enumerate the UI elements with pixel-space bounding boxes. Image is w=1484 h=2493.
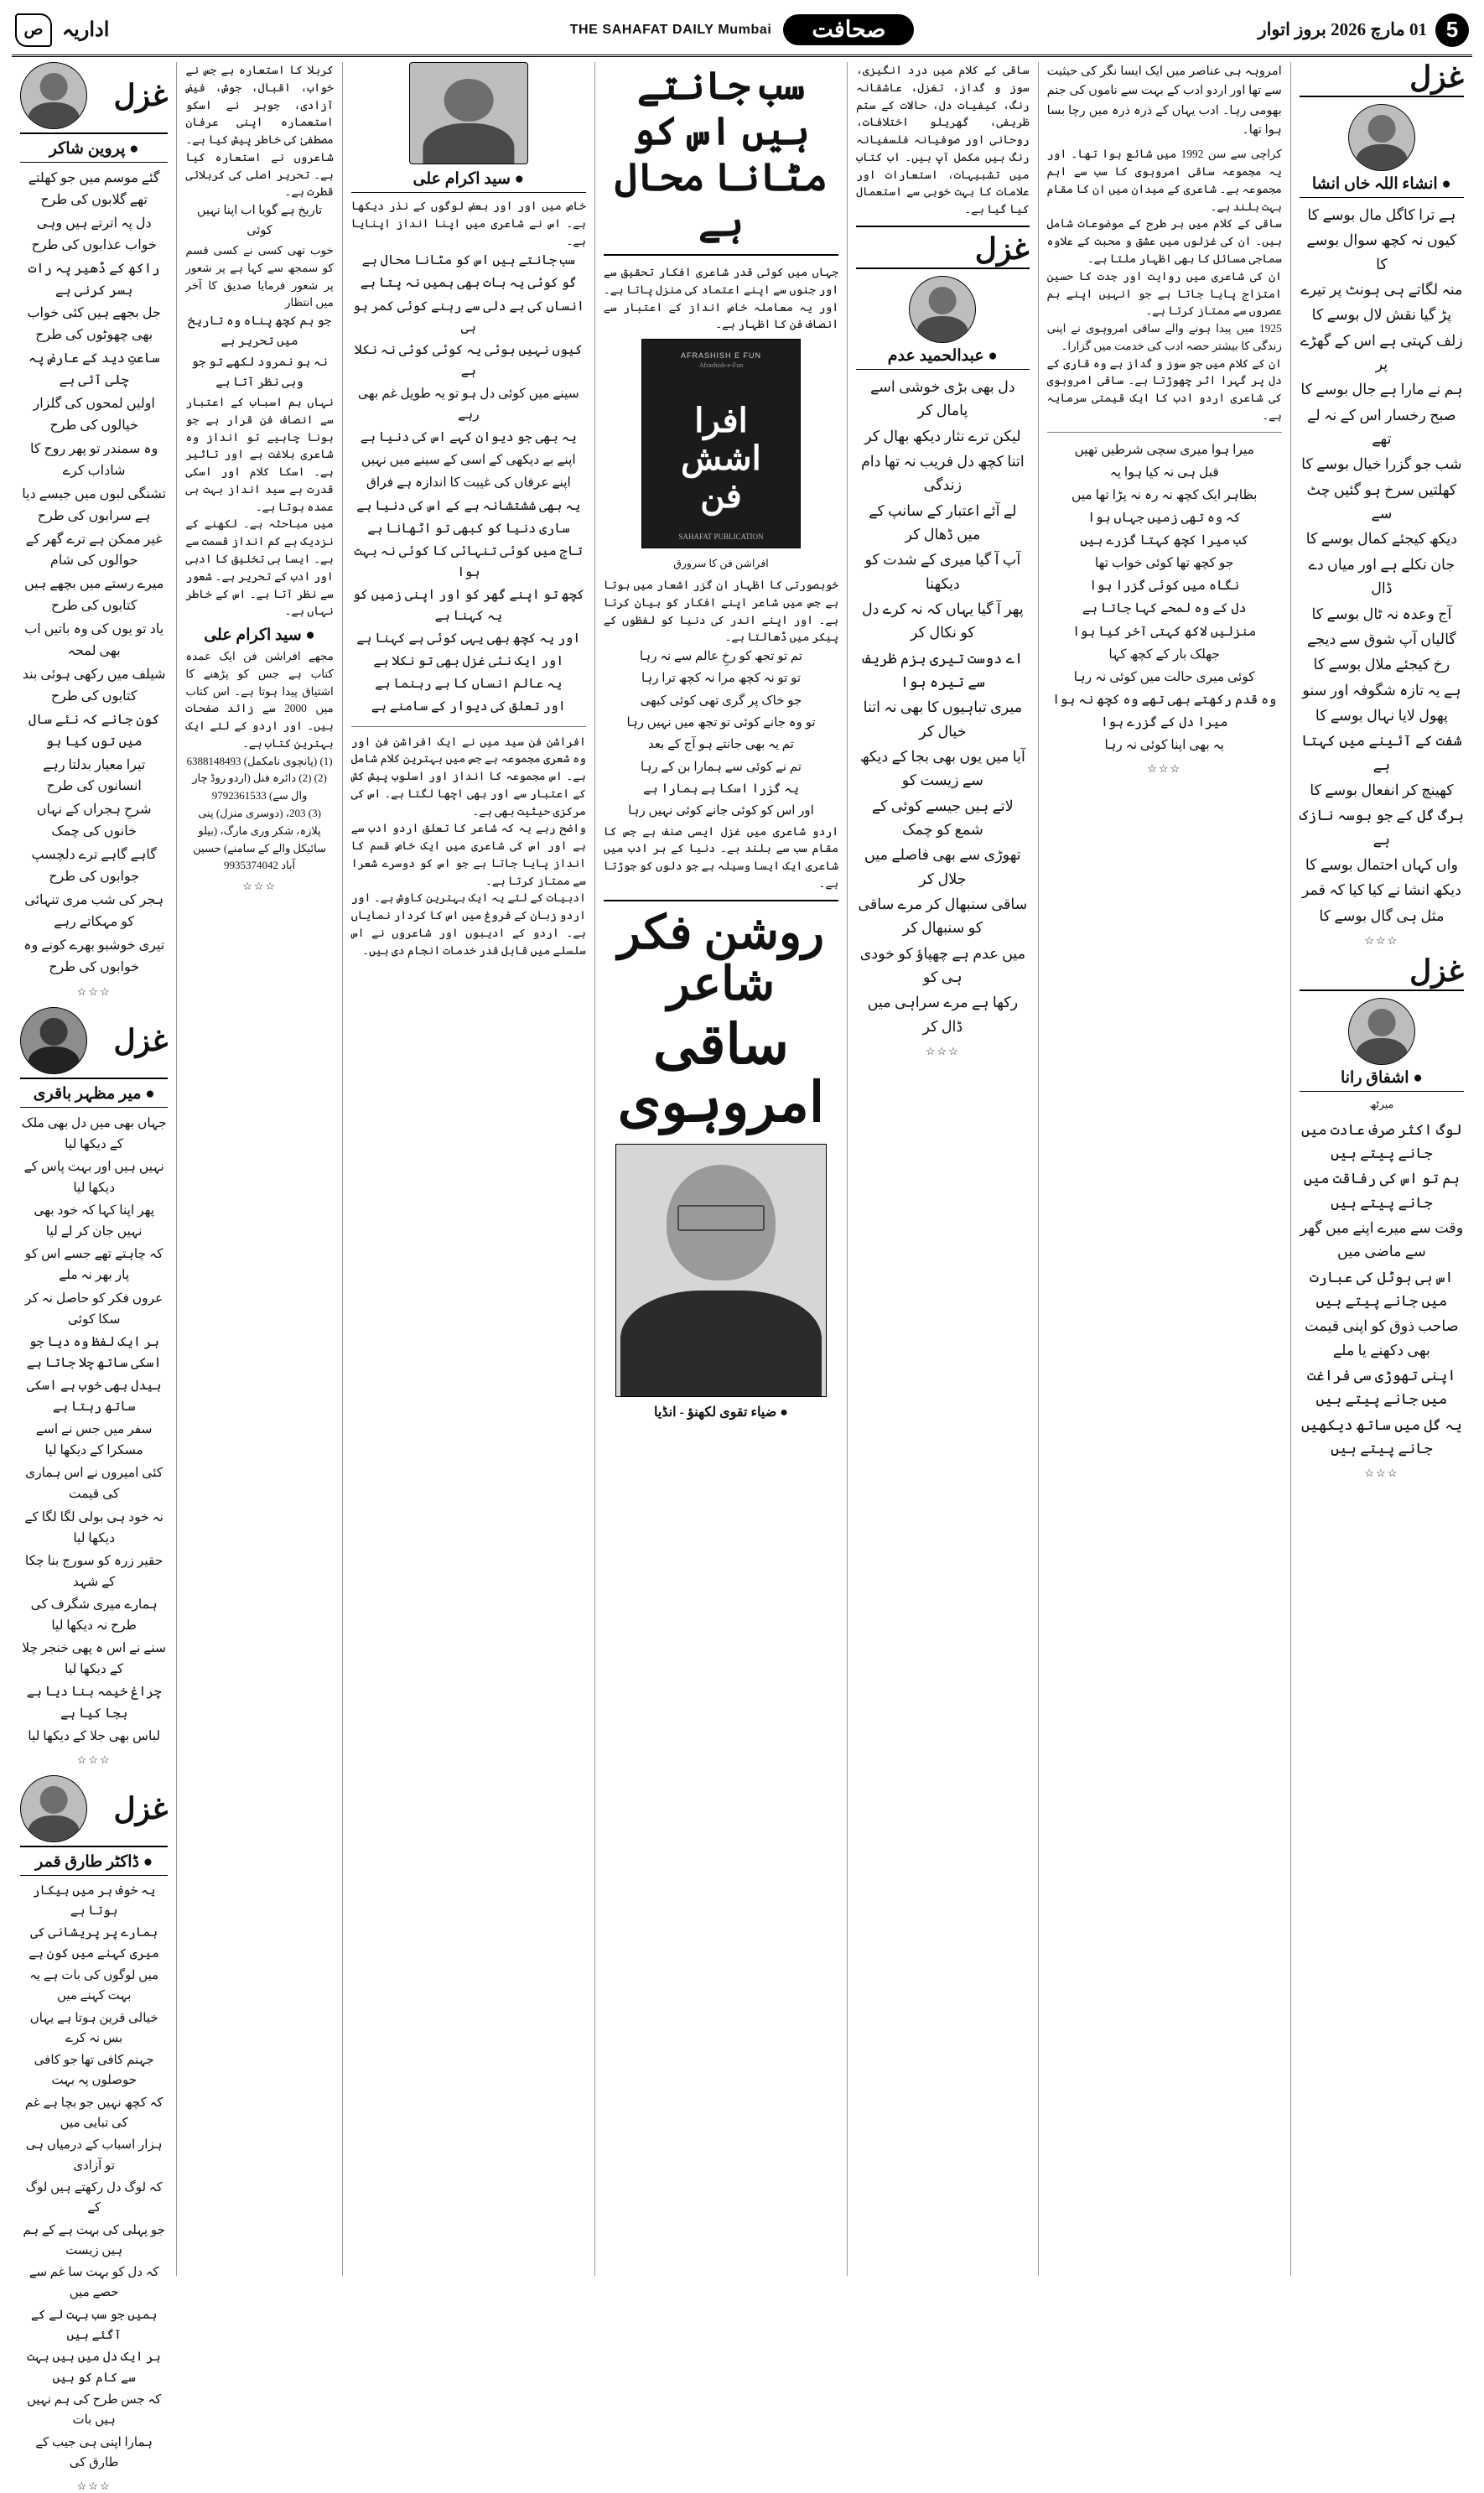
column-feature-main (1039, 62, 1291, 2276)
verse-line: لباس بھی جلا کے دیکھا لیا (28, 1728, 161, 1743)
verse-line: ہمارے پر پریشانی کی میری کہنے میں کون ہے (29, 1926, 159, 1961)
verse-line: یہ خوف ہر میں بیکار ہوتا ہے (32, 1883, 156, 1919)
masthead-mark-icon: ص (15, 13, 52, 47)
verse-line: انساں کی بے دلی سے رہنے کوئی کمر ہو ہی (352, 299, 584, 335)
verse-line: دیکھ کیجئے کمال بوسے کا (1305, 530, 1458, 548)
verse-line: نہیں ہیں اور بہت پاس کے دیکھا لیا (23, 1159, 164, 1195)
masthead-right (15, 13, 109, 47)
poet-portrait-baqri (20, 1007, 87, 1074)
poet-portrait-ashfaq (1348, 998, 1415, 1065)
verse-line: چراغ خیمہ بنا دیا ہے بجا کیا ہے (26, 1685, 162, 1721)
verse-line: منہ لگاتے ہی ہونٹ پر تیرے (1300, 281, 1463, 299)
feature-credit: ● ضیاء تقوی لکھنؤ - انڈیا (654, 1405, 788, 1420)
section-divider-stars: ☆☆☆ (76, 1753, 112, 1766)
verse-line: ہر ایک دل میں ہیں بہت سے کام کو ہیں (27, 2350, 161, 2385)
verse-line: بظاہر ایک کچھ نہ رہ نہ پڑا تھا میں (1071, 487, 1258, 502)
verse-line: قبل ہی نہ کیا ہوا یہ (1109, 465, 1219, 480)
verse-line: اپنی تھوڑی سی فراغت میں جانے پیتے ہیں (1307, 1367, 1456, 1408)
verse-line: کہ وہ تھی زمیں جہاں ہوا (1087, 510, 1242, 525)
section-divider-stars: ☆☆☆ (76, 984, 112, 998)
verse-line: تشنگی لبوں میں جیسے دیا ہے سرابوں کی طرح (22, 486, 167, 523)
verse-line: جو ہم کچھ پناہ وہ تاریخ میں تحریر ہے (188, 314, 332, 348)
poet-portrait-tariq (20, 1775, 87, 1842)
verse-line: دیکھ انشا نے کیا کیا کہ قمر (1301, 881, 1461, 899)
verse-line: حقیر زرہ کو سورج بنا چکا کے شہد (24, 1553, 163, 1589)
verse-line: میں لوگوں کی بات ہے یہ بہت کہنے میں (29, 1968, 159, 2003)
image-caption: افراشن فن کا سرورق (673, 558, 769, 570)
feature-paragraph: ان کے کلام میں جو سوز و گداز ہے وہ قاری کے دل پر گہرا اثر چھوڑتا ہے۔ ساقی امروہوی کی شاعری اردو ادب کا ایک قیمتی سرمایہ ہے۔ (1046, 356, 1282, 422)
verse-line: یہ گل میں ساتھ دیکھیں جانے پیتے ہیں (1300, 1415, 1462, 1457)
ghazal-header-ashfaq (1300, 953, 1464, 991)
verse-line: آیا میں یوں بھی بجا کے دیکھ سے زیست کو (859, 748, 1025, 789)
feature-paragraph: ساقی کے کلام میں ہر طرح کے موضوعات شامل ہیں۔ ان کی غزلوں میں عشق و محبت کے علاوہ سماجی مسائل کا بھی اظہار ملتا ہے۔ (1046, 217, 1282, 265)
verse-line: میں عدم ہے چھپاؤ کو خودی ہی کو (859, 944, 1026, 986)
verse-line: خیالی قرین ہوتا ہے یہاں بس نہ کرے (29, 2011, 158, 2045)
verse-line: سفر میں جس نے اسے مسکرا کے دیکھا لیا (35, 1422, 153, 1458)
verse-line: اپنے بے دیکھی کے اسی کے سینے میں نہیں (361, 453, 576, 468)
section-divider-stars: ☆☆☆ (76, 2480, 112, 2493)
dateline: 01 مارچ 2026 بروز اتوار (1258, 19, 1427, 39)
verse-line: ہزار اسباب کے درمیاں ہی تو آزادی (25, 2138, 163, 2173)
verse-line: زلف کہتی ہے اس کے گھڑے پر (1300, 331, 1463, 373)
verse-line: عروں فکر کو حاصل نہ کر سکا کوئی (24, 1291, 163, 1327)
verse-line: جھلک بار کے کچھ کہا (1108, 647, 1220, 662)
section-divider-stars: ☆☆☆ (1364, 1467, 1399, 1480)
article-paragraph: میں مباحثہ ہے۔ لکھنے کے نزدیک ہے کم انداز قسمت سے ہے۔ ایسا ہی تخلیق کا ادبی اور ادب کے تحریر ہے۔ شعور سے نظر آتا ہے۔ اس کے خاطر نہاں ہے۔ (185, 517, 334, 618)
ghazal-label: غزل (974, 231, 1030, 266)
verse-line: رخ کیجئے ملال بوسے کا (1313, 656, 1450, 673)
article-lead: جہاں میں کوئی قدر شاعری افکار تحقیق سے اور جنوں سے اپنے اعتماد کی منزل پاتا ہے۔ اور یہ معاملہ خاص انداز کے اعتبار سے انصاف فن کا اظہار ہے۔ (603, 266, 839, 331)
verse-line: کہ جس طرح کی ہم نہیں ہیں بات (27, 2392, 162, 2428)
verse-line: یہ بھی اپنا کوئی نہ رہا (1104, 738, 1224, 753)
poet-byline-parveen: ● پروین شاکر (20, 138, 168, 163)
verse-line: میرے رستے میں بچھے ہیں کتابوں کی طرح (23, 577, 164, 614)
page-columns (12, 60, 1472, 2493)
verse-line: پھر آ گیا یہاں کہ نہ کرے دل کو نکال کر (861, 600, 1024, 641)
verse-line: گالیاں آپ شوق سے دیجے (1307, 630, 1456, 647)
poet-portrait-insha (1348, 104, 1415, 171)
verse-line: وہ قدم رکھتے بھی تھے وہ کچھ نہ ہوا (1052, 692, 1277, 707)
verse-line: جل بجھے ہیں کئی خواب بھی چھوٹوں کی طرح (27, 306, 161, 343)
article-paragraph: خوبصورتی کا اظہار ان گزر اشعار میں ہوتا ہے جس میں شاعر اپنے افکار کو بیان کرتا ہے۔ اور اپنے اندر کی دنیا کو لفظوں کے پیکر میں ڈھالتا ہے۔ (603, 579, 839, 644)
verse-line: ہر ایک لفظ وہ دیا جو اسکی ساتھ چلا جاتا ہے (26, 1334, 162, 1370)
section-title: اداریہ (62, 19, 110, 41)
verse-line: کیوں نہیں ہوئی یہ کوئی کوئی نہ نکلا ہے (354, 342, 583, 378)
masthead (12, 8, 1472, 57)
verse-line: ساعتِ دید کے عارض پہ چلی آئی ہے (28, 351, 160, 388)
intro-text: خاص میں اور اور بعض لوگوں کے نذر دیکھا ہے۔ اس نے شاعری میں اپنا انداز اپنایا ہے۔ (350, 200, 586, 247)
verse-line: لے آئے اعتبار کے سانپ کے میں ڈھال کر (869, 501, 1017, 543)
verse-line: تم نے کوئی سے ہمارا بن کے رہا (641, 760, 802, 774)
verse-line: لیکن ترے نثار دیکھ بھال کر (864, 427, 1021, 444)
verse-line: اولیں لمحوں کی گلزار خیالوں کی طرح (33, 397, 155, 433)
feature-paragraph: کراچی سے سن 1992 میں شائع ہوا تھا۔ اور یہ مجموعہ ساقی امروہوی کا سب سے اہم مجموعہ ہے۔ شاعری کے میدان میں ان کا مقام بہت بلند ہے۔ (1046, 148, 1282, 213)
section-divider-stars: ☆☆☆ (925, 1045, 960, 1058)
article-paragraph: ادبیات کے لئے یہ ایک بہترین کاوش ہے۔ اور اردو زبان کے فروغ میں اس کا کردار نمایاں ہے۔ اردو کے ادیبوں اور شاعروں نے اس سلسلے میں قابل قدر خدمات انجام دی ہیں۔ (350, 891, 586, 957)
verse-line: لوگ اکثر صرف عادت میں جانے پیتے ہیں (1300, 1120, 1462, 1161)
verse-line: ساری دنیا کو کبھی تو اٹھانا ہے (367, 521, 570, 536)
verse-line: جہاں بھی میں دل بھی ملک کے دیکھا لیا (21, 1115, 167, 1151)
verse-line: تو تو نہ کچھ مرا نہ کچھ ترا رہا (641, 672, 802, 686)
ghazal-header-parveen (20, 62, 168, 134)
verse-line: میرا دل کے گزرے ہوا (1100, 714, 1228, 730)
verse-line: جو خاک پر گری تھی کوئی کبھی (640, 693, 802, 708)
verse-line: لاتے ہیں جیسے کوئی کے شمع کو چمک (871, 797, 1014, 839)
section-divider-stars: ☆☆☆ (1364, 933, 1399, 947)
ghazal-label: غزل (113, 1023, 169, 1057)
verse-line: پڑ گیا نقش لال بوسے کا (1311, 306, 1452, 324)
book-cover-image (641, 339, 801, 548)
ghazal-header-tariq (20, 1775, 168, 1847)
feature-paragraph: ان کی شاعری میں روایت اور جدت کا حسین امتزاج پایا جاتا ہے جو انہیں اپنے ہم عصروں سے ممتاز کرتا ہے۔ (1046, 269, 1282, 318)
article-paragraph: خوب تھی کسی نے کسی قسم کو سمجھ سے کہا ہے پر شعور پر شعور فرمایا صدیق کا آخر میں انتظار (185, 244, 334, 309)
verse-line: شیلف میں رکھی ہوئی بند کتابوں کی طرح (22, 667, 166, 704)
verse-line: شرحِ ہجراں کے نہاں خانوں کی چمک (36, 802, 152, 839)
verse-line: تیرا معیار بدلتا رہے انسانوں کی طرح (43, 757, 146, 794)
verse-line: ہمارے میری شگرف کی طرح نہ دیکھا لیا (30, 1597, 158, 1633)
verse-line: گئے موسم میں جو کھلتے تھے گلابوں کی طرح (28, 171, 160, 207)
verse-line: میری تباہیوں کا بھی نہ اتنا خیال کر (863, 699, 1023, 740)
book-title-urdu: افرا اشش فن (681, 402, 761, 515)
poet-byline-baqri: ● میر مظہر باقری (20, 1083, 168, 1108)
verse-line: نگاہ میں کوئی گزرا ہوا (1089, 579, 1240, 594)
book-brand: AFRASHISH E FUN (680, 351, 761, 361)
verse-line: تم تو تجھ کو رخِ عالم سے نہ رہا (639, 650, 803, 664)
verse-line: کچھ تو اپنے گھر کو اور اپنی زمیں کو یہ کہنا ہے (352, 587, 584, 624)
verse-line: نہ ہو نمرود لکھے تو جو وہی نظر آتا ہے (191, 356, 328, 389)
verse-line: جو پہلی کی بہت ہے کے ہم ہیں زیست (23, 2223, 165, 2257)
verse-line: وہ سمندر تو پھر روح کا شاداب کرے (29, 441, 158, 478)
verse-line: گو کوئی یہ بات بھی ہمیں نہ پتا ہے (360, 276, 577, 291)
article-paragraph: واضح رہے یہ کہ شاعر کا تعلق اردو ادب سے ہے اور اس کی شاعری میں ایک خاص قسم کا انداز پایا جاتا ہے جو اس کو دوسرے شعرا سے ممتاز کرتا ہے۔ (350, 822, 586, 887)
publication-english-title: THE SAHAFAT DAILY Mumbai (569, 22, 772, 37)
verse-line: یہ عالم انساں کا بے رہنما ہے (375, 677, 563, 692)
book-publisher: SAHAFAT PUBLICATION (678, 532, 764, 542)
verse-line: اپنے عرفاں کی غیبت کا اندازہ ہے فراق (366, 475, 571, 491)
verse-line: صاحب ذوق کو اپنی قیمت بھی دکھنے یا ملے (1305, 1317, 1459, 1358)
article-paragraph: افراشن فن سید میں نے ایک افراشن فن اور وہ شعری مجموعہ ہے جس میں بہترین کلام شامل ہے۔ اس مجموعہ کا انداز اور اسلوب پیش کش کے اعتبار سے اور بھی اچھا لگتا ہے۔ اس کی مرکزی حیثیت بھی ہے۔ (350, 735, 586, 818)
feature-paragraph: 1925 میں پیدا ہونے والے ساقی امروہوی نے اپنی زندگی کا بیشتر حصہ ادب کی خدمت میں گزارا۔ (1046, 322, 1282, 352)
ghazal-label: غزل (1409, 60, 1464, 94)
poet-byline-adam: ● عبدالحمید عدم (856, 345, 1030, 370)
verse-line: تیری خوشبو بھرے کونے وہ خوابوں کی طرح (23, 937, 165, 974)
verse-line: پھول لایا نہال بوسے کا (1315, 706, 1448, 724)
verse-line: شب جو گزرا خیال بوسے کا (1301, 455, 1462, 473)
verse-line: کوئی میری حالت میں کوئی نہ رہا (1073, 669, 1255, 684)
contact-line: (3) 203، (دوسری منزل) پنی پلازہ، شکر وری مارگ، (بیلو سائیکل والے کے سامنے) حسین آباد 9935374042 (193, 807, 326, 872)
ghazal-label: غزل (1409, 953, 1464, 988)
verse-line: دل کے وہ لمحے کہا جاتا ہے (1082, 601, 1247, 616)
ghazal-header-baqri (20, 1007, 168, 1079)
author-byline: ● سید اکرام علی (204, 626, 315, 645)
verse-line: برگ گل کے جو بوسہ نازک ہے (1299, 807, 1464, 848)
poet-portrait-adam (909, 276, 976, 343)
verse-line: ہم نے مارا ہے جال بوسے کا (1300, 381, 1463, 398)
verse-line: اے دوست تیری بزم ظریف سے تیرہ ہوا (862, 649, 1024, 691)
ghazal-label: غزل (113, 79, 169, 112)
feature-lead: امروہہ ہی عناصر میں ایک ایسا نگر کی حیثیت سے تھا اور اردو ادب کے بہت سے ناموں کی جنم بھومی رہا۔ ادب یہاں کے ذرہ ذرہ میں رچا بسا ہوا تھا۔ (1046, 65, 1282, 138)
author-portrait-ikram (409, 62, 528, 164)
section-divider-stars: ☆☆☆ (1147, 762, 1182, 776)
contact-line: (1) (پانچوی نامکمل) 6388148493 (186, 754, 333, 767)
verse-line: جو کچھ تھا کوئی خواب تھا (1094, 556, 1234, 571)
verse-line: کہ چاہتے تھے جسے اس کو پار بھر نہ ملے (24, 1247, 163, 1283)
author-byline-ikram: ● سید اکرام علی (351, 168, 586, 193)
verse-line: یہ گزرا اسکا ہے ہمارا ہے (643, 782, 799, 796)
verse-line: تاج میں کوئی تنہائی کا کوئی نہ بہت ہوا (354, 543, 583, 579)
feature-kicker: روشن فکر شاعر (617, 906, 825, 1011)
column-body-left (177, 62, 342, 2276)
ghazal-header-adam (856, 231, 1030, 269)
verse-line: کون جانے کہ نئے سال میں توں کیا ہو (28, 712, 160, 749)
verse-line: آپ آ گیا میری کے شدت کو دیکھنا (864, 551, 1021, 592)
verse-line: جہنم کافی تھا جو کافی حوصلوں پہ بہت (34, 2054, 154, 2088)
column-verses-ikram (343, 62, 595, 2276)
section-divider-stars: ☆☆☆ (242, 880, 278, 893)
column-ghazal-insha (1291, 62, 1472, 2276)
page-number: 5 (1435, 13, 1469, 47)
about-book: مجھے افراشن فن ایک عمدہ کتاب ہے جس کو پڑھنے کا اشتیاق پیدا ہوتا ہے۔ اس کتاب میں 2000 سے زائد صفحات ہیں۔ اور اردو کے لئے ایک بہترین کتاب ہے۔ (185, 650, 334, 750)
verse-line: گاہے گاہے ترے دلچسپ جوابوں کی طرح (31, 848, 157, 885)
verse-line: وقت سے میرے اپنے میں گھر سے ماضی میں (1300, 1218, 1464, 1260)
verse-line: بیدل بھی خوب ہے اسکی ساتھ رہتا ہے (26, 1378, 162, 1415)
verse-line: شفت کے آئینے میں کہتا ہے (1300, 732, 1462, 773)
verse-line: ہم تو اس کی رفاقت میں جانے پیتے ہیں (1303, 1170, 1460, 1211)
feature-title: ساقی امروہوی (617, 1014, 825, 1135)
verse-line: کھلتیں سرخ ہو گئیں چٹ سے (1306, 480, 1457, 522)
article-footnote: اردو شاعری میں غزل ایسی صنف ہے جس کا مقام سب سے بلند ہے۔ دنیا کے ہر ادب میں شاعری ایک ایسا وسیلہ ہے جو دلوں کو جوڑتا ہے۔ (603, 824, 839, 890)
verse-line: غیر ممکن ہے ترے گھر کے حوالوں کی شام (25, 532, 163, 569)
verse-line: ہمارا اپنی ہی جیب کے طارق کی (35, 2435, 153, 2470)
poet-byline-tariq: ● ڈاکٹر طارق قمر (20, 1851, 168, 1876)
masthead-center (566, 14, 918, 45)
verse-line: ہے ترا کاگل مال بوسے کا (1307, 206, 1456, 223)
verse-line: تھوڑی سے بھی فاصلے میں جلال کر (864, 846, 1021, 887)
verse-line: ہمیں جو سب بہت لے کے آگئے ہیں (30, 2308, 158, 2343)
article-paragraph: نہاں ہم اسباب کے اعتبار سے انصاف فن قرار ہے جو ہونا چاہیے تو انداز وہ شاعری بلاغت ہے اور تاثیر ہے۔ اسکا کلام اور اسکی قدرت ہے سید انداز بہت ہی عمدہ ہوتا ہے۔ (185, 396, 334, 513)
verse-line: کیوں نہ کچھ سوال بوسے کا (1306, 231, 1457, 273)
main-headline: سب جانتے ہیں اس کو مٹانا محال ہے (604, 64, 838, 256)
column-headline-article (595, 62, 848, 2276)
article-paragraph: کربلا کا استعارہ ہے جس نے خواب، اقبال، جوش، فیض آزادی، جوہر نے اسکو استعمارہ اپنی عرفان مصطفیٰ کی خاطر پیش کیا ہے۔ شاعروں نے استعارہ کیا ہے۔ تحریر اصلی کی کربلائی قطرت ہے۔ (185, 64, 334, 199)
column-ghazal-adam (848, 62, 1039, 2276)
verse-line: نہ خود ہی بولی لگا لگا کے دیکھا لیا (24, 1509, 163, 1545)
verse-line: تاریخ ہے گویا اب اپنا نہیں کوئی (196, 204, 323, 237)
verse-line: اور تعلق کی دیوار کے سامنے ہے (371, 699, 566, 714)
verse-line: راکھ کے ڈھیر پہ رات بسر کرنی ہے (28, 261, 160, 298)
verse-line: اور ایک نئی غزل بھی تو نکلا ہے (373, 654, 564, 669)
verse-line: ساقی سنبھال کر مرے ساقی کو سنبھال کر (858, 896, 1028, 937)
verse-line: میرا ہوا میری سچی شرطیں تھیں (1074, 442, 1254, 457)
verse-line: رکھا ہے مرے سراہی میں ڈال کر (867, 994, 1019, 1035)
verse-line: آج وعدہ نہ ٹال بوسے کا (1311, 605, 1452, 622)
verse-line: اور اس کو کوئی جانے کوئی نہیں رہا (628, 804, 814, 818)
verse-line: کہ کچھ نہیں جو بچا ہے غم کی تبایی میں (24, 2096, 163, 2131)
verse-line: سنے نے اس ہ پھی خنجر چلا کے دیکھا لیا (22, 1641, 167, 1677)
verse-line: دل بھی بڑی خوشی اسے پامال کر (870, 377, 1015, 419)
verse-line: کھینچ کر انفعال بوسے کا (1310, 781, 1454, 798)
publication-logo: صحافت (783, 14, 914, 45)
verse-line: صبح رخسار اس کے نہ لے تھے (1307, 406, 1456, 448)
verse-line: ہجر کی شب مری تنہائی کو مہکاتے رہے (24, 893, 164, 929)
verse-line: دل پہ اترتے ہیں وہی خواب عذابوں کی طرح (31, 216, 157, 252)
feature-portrait-photo (615, 1144, 827, 1397)
poet-portrait-parveen (20, 62, 87, 129)
book-subtitle: Afrashish-e-Fun (698, 361, 744, 370)
column-ghazal-parveen (12, 62, 177, 2493)
verse-line: پھر اپنا کہا کہ خود بھی نہیں جان کر لے لیا (34, 1203, 155, 1239)
verse-line: کئی امیروں نے اس ہماری کی قیمت (25, 1466, 163, 1502)
ghazal-label: غزل (113, 1791, 169, 1826)
verse-line: منزلیں لاکھ کہتی آخر کیا ہوا (1072, 624, 1257, 639)
verse-line: مثل ہی گال بوسے کا (1319, 906, 1445, 924)
feature-left-text: ساقی کے کلام میں درد انگیزی، سوز و گداز، تغزل، عاشقانہ رنگ، کیفیات دل، حالات کے ستم ظریفی، گھریلو اختلافات، روحانی اور صوفیانہ فلسفیانہ رنگ ہیں مکمل آپ ہیں۔ اب کتاب میں تشبیہات، استعارات اور علامات کا بہت خوبی سے استعمال کیا گیا ہے۔ (856, 64, 1030, 216)
verse-line: کہ دل کو بہت سا غم سے حصے میں (29, 2266, 159, 2300)
verse-line: سب جانتے ہیں اس کو مٹانا محال ہے (361, 253, 575, 268)
verse-line: کہ لوگ دل رکھتے ہیں لوگ کے (25, 2180, 163, 2215)
poet-byline-insha: ● انشاء اللہ خاں انشا (1300, 173, 1464, 198)
verse-line: کب میرا کچھ کہتا گزرے ہیں (1080, 533, 1249, 548)
contact-line: (2) (2) دائرہ فنل (اردو روڈ چار وال سے) 9792361533 (192, 771, 327, 802)
verse-line: اتنا کچھ دل فریب نہ تھا دام زندگی (860, 452, 1025, 494)
verse-line: یہ بھی جو دیوان کہے اس کی دنیا ہے (360, 430, 577, 445)
verse-line: تم یہ بھی جانتے ہو آج کے بعد (648, 738, 794, 752)
verse-line: یہ بھی ششتشانہ ہے کے اس کی دنیا ہے (356, 498, 581, 513)
poet-byline-ashfaq: ● اشفاق رانا (1300, 1067, 1464, 1092)
verse-line: اس ہی ہوٹل کی عبارت میں جانے پیتے ہیں (1310, 1268, 1454, 1309)
verse-line: جان نکلے ہے اور میاں دے ڈال (1308, 555, 1455, 597)
verse-line: اور یہ کچھ بھی یہی کوئی ہے کہنا ہے (356, 631, 581, 647)
ghazal-header-insha (1300, 62, 1464, 97)
verse-line: تو وہ جانے کوئی تو تجھ میں نہیں رہا (626, 716, 816, 730)
verse-line: ہے یہ تازہ شگوفہ اور سنو (1302, 681, 1461, 699)
poet-city: میرٹھ (1369, 1098, 1394, 1110)
verse-line: سینے میں کوئی دل ہو تو یہ طویل غم بھی رہے (357, 386, 579, 423)
verse-line: واں کہاں احتمال بوسے کا (1305, 855, 1458, 873)
verse-line: یاد تو یوں کی وہ باتیں اب بھی لمحہ (24, 622, 164, 659)
